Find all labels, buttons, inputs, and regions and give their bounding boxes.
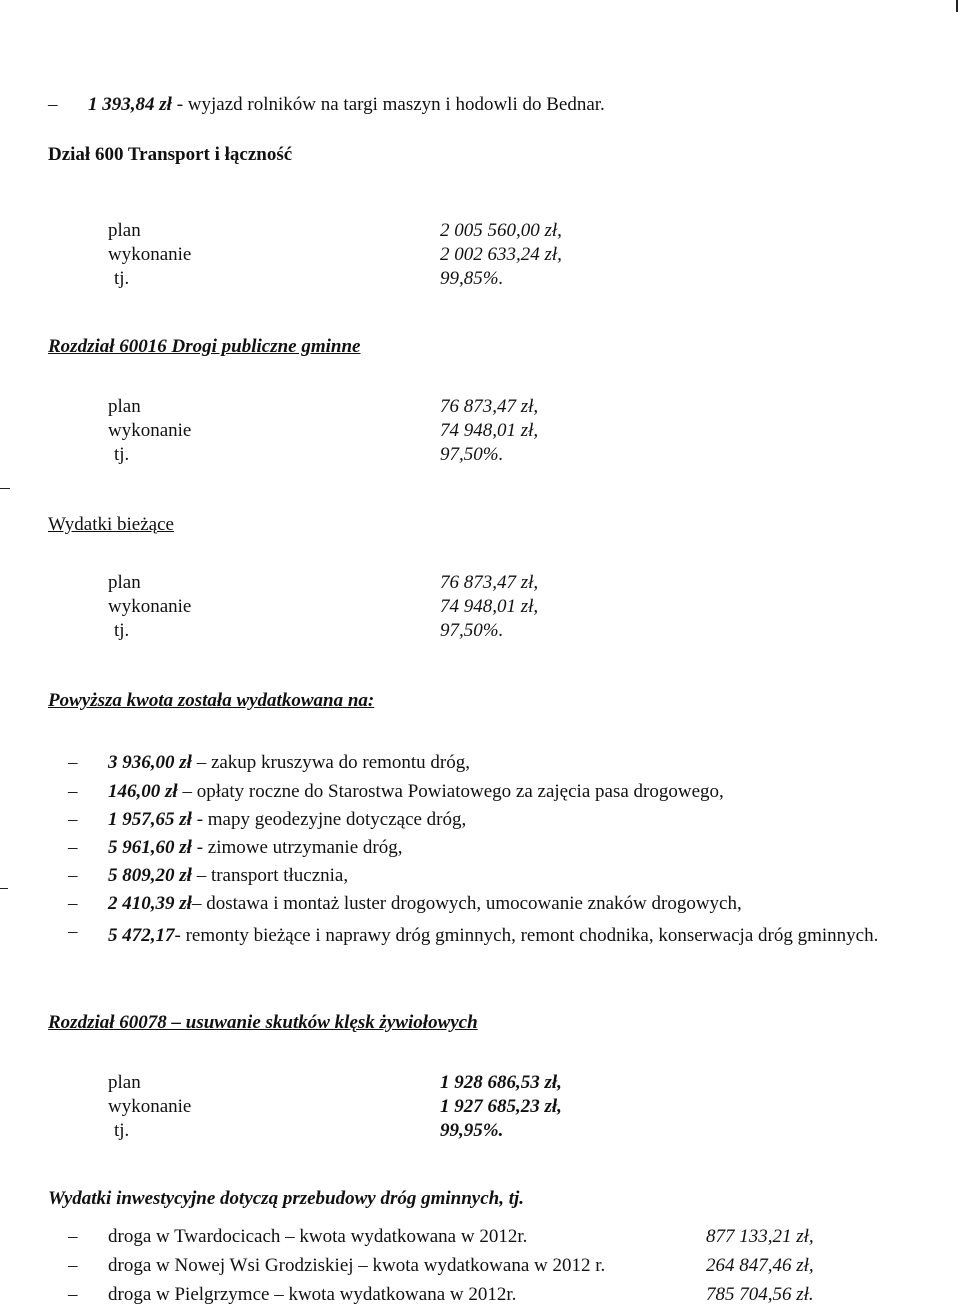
percent-value: 97,50%. bbox=[440, 620, 504, 641]
list-item bbox=[68, 781, 880, 805]
investment-description: droga w Nowej Wsi Grodziskiej – kwota wydatkowana w 2012 r. bbox=[108, 1255, 606, 1276]
investment-heading: Wydatki inwestycyjne dotyczą przebudowy dróg gminnych, tj. bbox=[48, 1188, 525, 1209]
percent-value: 97,50%. bbox=[440, 444, 504, 465]
execution-value: 74 948,01 zł, bbox=[440, 420, 539, 441]
scan-mark bbox=[0, 488, 10, 489]
list-item bbox=[68, 1284, 828, 1308]
expense-description: - wyjazd rolników na targi maszyn i hodowli do Bednar. bbox=[171, 94, 605, 115]
execution-label: wykonanie bbox=[108, 244, 192, 265]
wydatki-biezace-labels bbox=[108, 572, 191, 644]
list-dash: – bbox=[68, 921, 78, 942]
list-dash: – bbox=[68, 1284, 78, 1305]
expense-description: - remonty bieżące i naprawy dróg gminnych, remont chodnika, konserwacja dróg gminnych. bbox=[174, 925, 879, 946]
list-item bbox=[68, 893, 880, 917]
percent-value: 99,95%. bbox=[440, 1120, 504, 1141]
investment-description: droga w Twardocicach – kwota wydatkowana w 2012r. bbox=[108, 1226, 528, 1247]
investment-amount: 785 704,56 zł. bbox=[706, 1284, 814, 1305]
plan-value: 2 005 560,00 zł, bbox=[440, 220, 562, 241]
execution-label: wykonanie bbox=[108, 596, 192, 617]
plan-value: 76 873,47 zł, bbox=[440, 572, 539, 593]
plan-label: plan bbox=[108, 572, 141, 593]
expense-amount: 2 410,39 zł bbox=[108, 893, 192, 914]
plan-label: plan bbox=[108, 396, 141, 417]
section-title-rozdzial60016: Rozdział 60016 Drogi publiczne gminne bbox=[48, 336, 361, 357]
list-item bbox=[68, 837, 880, 861]
list-dash: – bbox=[68, 752, 78, 773]
expense-amount: 5 961,60 zł bbox=[108, 837, 192, 858]
list-item bbox=[68, 1255, 828, 1279]
execution-value: 2 002 633,24 zł, bbox=[440, 244, 562, 265]
expense-amount: 5 809,20 zł bbox=[108, 865, 192, 886]
list-dash: – bbox=[68, 1255, 78, 1276]
expense-description: – zakup kruszywa do remontu dróg, bbox=[191, 752, 471, 773]
section-title-wydatki-biezace: Wydatki bieżące bbox=[48, 514, 174, 535]
spent-list bbox=[68, 752, 880, 950]
scan-mark bbox=[0, 888, 8, 889]
percent-label: tj. bbox=[114, 268, 130, 289]
expense-amount: 5 472,17 bbox=[108, 925, 175, 946]
list-dash: – bbox=[68, 893, 78, 914]
expense-amount: 3 936,00 zł bbox=[108, 752, 192, 773]
section-title-rozdzial60078: Rozdział 60078 – usuwanie skutków klęsk żywiołowych bbox=[48, 1012, 478, 1033]
list-dash: – bbox=[68, 809, 78, 830]
list-dash: – bbox=[68, 837, 78, 858]
expense-description: - mapy geodezyjne dotyczące dróg, bbox=[191, 809, 467, 830]
expense-description: – transport tłucznia, bbox=[191, 865, 349, 886]
expense-description: – opłaty roczne do Starostwa Powiatowego za zajęcia pasa drogowego, bbox=[177, 781, 724, 802]
rozdzial60078-values bbox=[440, 1072, 562, 1144]
list-dash: – bbox=[68, 781, 78, 802]
top-expense-item bbox=[48, 94, 605, 117]
investment-list bbox=[68, 1226, 828, 1308]
percent-label: tj. bbox=[114, 444, 130, 465]
investment-amount: 264 847,46 zł, bbox=[706, 1255, 814, 1276]
execution-label: wykonanie bbox=[108, 1096, 192, 1117]
expense-description: – dostawa i montaż luster drogowych, umocowanie znaków drogowych, bbox=[191, 893, 742, 914]
section-title-dzial600: Dział 600 Transport i łączność bbox=[48, 144, 293, 165]
list-dash: – bbox=[68, 865, 78, 886]
dzial600-values bbox=[440, 220, 562, 292]
dzial600-labels bbox=[108, 220, 191, 292]
expense-amount: 146,00 zł bbox=[108, 781, 178, 802]
plan-label: plan bbox=[108, 1072, 141, 1093]
list-item bbox=[68, 752, 880, 776]
list-item bbox=[68, 865, 880, 889]
percent-label: tj. bbox=[114, 620, 130, 641]
execution-label: wykonanie bbox=[108, 420, 192, 441]
expense-amount: 1 957,65 zł bbox=[108, 809, 192, 830]
percent-label: tj. bbox=[114, 1120, 130, 1141]
expense-description: - zimowe utrzymanie dróg, bbox=[191, 837, 403, 858]
list-dash: – bbox=[68, 1226, 78, 1247]
expense-amount: 1 393,84 zł bbox=[88, 94, 172, 115]
list-item bbox=[68, 809, 880, 833]
scan-mark bbox=[956, 0, 958, 12]
rozdzial60078-labels bbox=[108, 1072, 191, 1144]
list-dash: – bbox=[48, 94, 58, 115]
rozdzial60016-labels bbox=[108, 396, 191, 468]
investment-description: droga w Pielgrzymce – kwota wydatkowana w 2012r. bbox=[108, 1284, 517, 1305]
rozdzial60016-values bbox=[440, 396, 538, 468]
investment-amount: 877 133,21 zł, bbox=[706, 1226, 814, 1247]
execution-value: 74 948,01 zł, bbox=[440, 596, 539, 617]
execution-value: 1 927 685,23 zł, bbox=[440, 1096, 562, 1117]
wydatki-biezace-values bbox=[440, 572, 538, 644]
list-item bbox=[68, 921, 880, 950]
plan-value: 1 928 686,53 zł, bbox=[440, 1072, 562, 1093]
percent-value: 99,85%. bbox=[440, 268, 504, 289]
spent-heading: Powyższa kwota została wydatkowana na: bbox=[48, 690, 375, 711]
list-item bbox=[68, 1226, 828, 1250]
plan-value: 76 873,47 zł, bbox=[440, 396, 539, 417]
plan-label: plan bbox=[108, 220, 141, 241]
